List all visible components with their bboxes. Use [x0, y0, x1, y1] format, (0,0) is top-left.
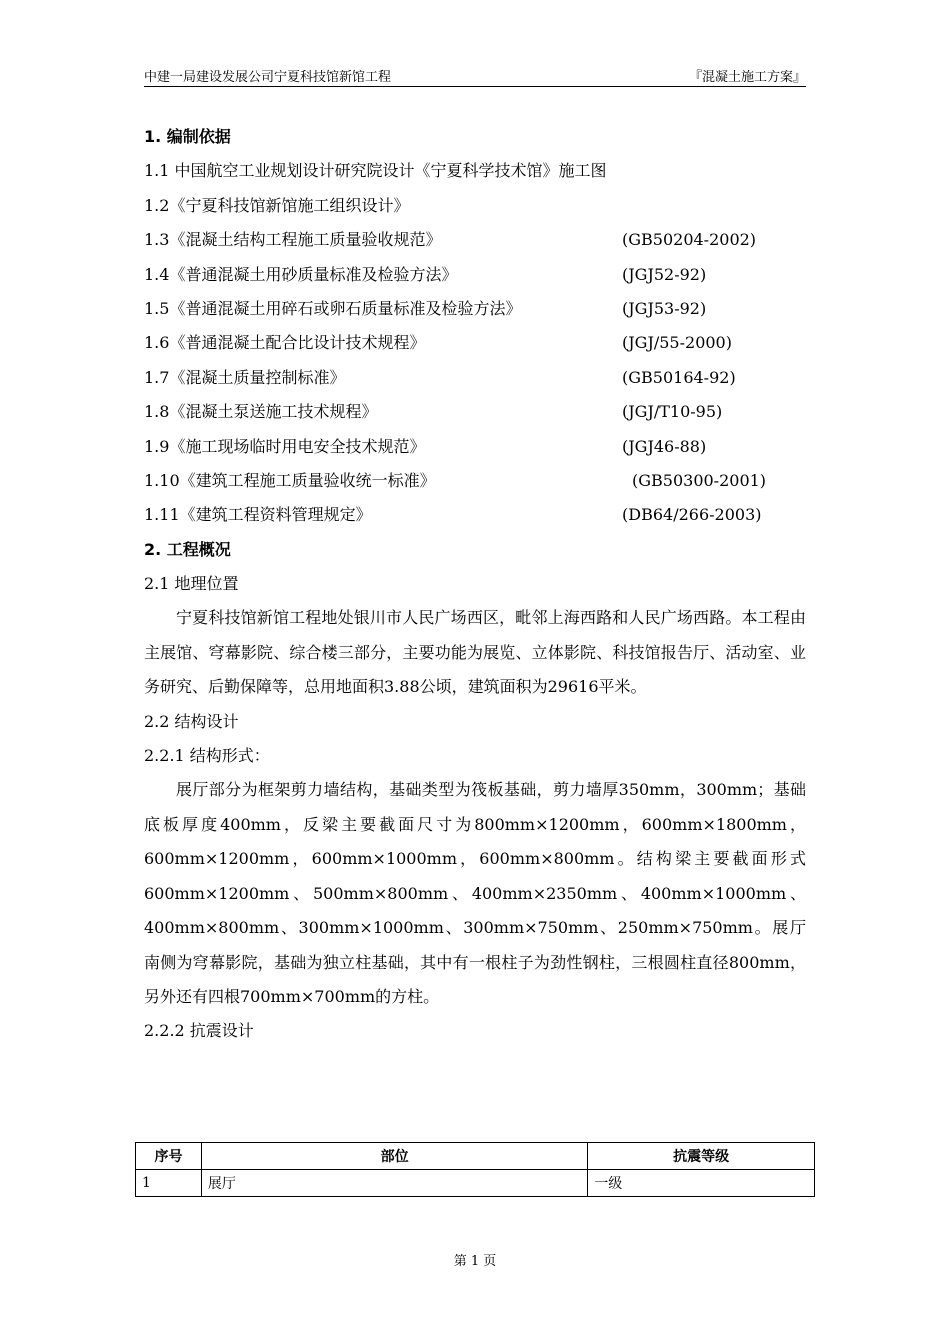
page-number: 第 1 页	[453, 1254, 497, 1269]
reference-title: 1.8《混凝土泵送施工技术规程》	[144, 402, 378, 422]
cell-grade: 一级	[588, 1170, 815, 1197]
reference-item	[144, 223, 806, 257]
reference-item	[144, 464, 806, 498]
reference-title: 1.11《建筑工程资料管理规定》	[144, 505, 372, 525]
col-header-no: 序号	[136, 1143, 202, 1170]
page-header	[144, 64, 806, 87]
section-2-2-1-title: 2.2.1 结构形式：	[144, 746, 270, 766]
reference-title: 1.4《普通混凝土用砂质量标准及检验方法》	[144, 264, 458, 284]
reference-item	[144, 430, 806, 464]
col-header-grade: 抗震等级	[588, 1143, 815, 1170]
section-2-2-2-title: 2.2.2 抗震设计	[144, 1021, 254, 1041]
section-2-title: 2. 工程概况	[144, 539, 231, 559]
section-1-title: 1. 编制依据	[144, 127, 231, 146]
reference-title: 1.9《施工现场临时用电安全技术规范》	[144, 436, 426, 456]
reference-code: (DB64/266-2003)	[622, 505, 762, 525]
reference-title: 1.10《建筑工程施工质量验收统一标准》	[144, 470, 436, 490]
table-header-row	[136, 1143, 815, 1170]
cell-part: 展厅	[201, 1170, 587, 1197]
reference-code: (GB50164-92)	[622, 367, 736, 387]
location-paragraph: 宁夏科技馆新馆工程地处银川市人民广场西区，毗邻上海西路和人民广场西路。本工程由主展馆、穹幕影院、综合楼三部分，主要功能为展览、立体影院、科技馆报告厅、活动室、业务研究、后勤保障等，总用地面积3.88公顷，建筑面积为29616平米。	[144, 608, 806, 697]
reference-code: (JGJ53-92)	[622, 298, 707, 318]
section-2-2-title: 2.2 结构设计	[144, 711, 239, 731]
structure-paragraph: 展厅部分为框架剪力墙结构，基础类型为筏板基础，剪力墙厚350mm，300mm；基础底板厚度400mm，反梁主要截面尺寸为800mm×1200mm，600mm×1800mm，600mm×1200mm，600mm×1000mm，600mm×800mm。结构梁主要截面形式600mm×1200mm、500mm×800mm、400mm×2350mm、400mm×1000mm、400mm×800mm、300mm×1000mm、300mm×750mm、250mm×750mm。展厅南侧为穹幕影院，基础为独立柱基础，其中有一根柱子为劲性钢柱，三根圆柱直径800mm，另外还有四根700mm×700mm的方柱。	[144, 780, 806, 1006]
table-row	[136, 1170, 815, 1197]
reference-title: 1.1 中国航空工业规划设计研究院设计《宁夏科学技术馆》施工图	[144, 161, 607, 181]
reference-code: (JGJ52-92)	[622, 264, 707, 284]
reference-title: 1.6《普通混凝土配合比设计技术规程》	[144, 333, 426, 353]
section-2-1-title: 2.1 地理位置	[144, 574, 239, 594]
reference-title: 1.7《混凝土质量控制标准》	[144, 367, 346, 387]
reference-item	[144, 395, 806, 429]
reference-code: (GB50204-2002)	[622, 230, 757, 250]
document-body	[144, 120, 806, 1049]
reference-item	[144, 154, 806, 188]
reference-item	[144, 189, 806, 223]
cell-no: 1	[136, 1170, 202, 1197]
col-header-part: 部位	[201, 1143, 587, 1170]
reference-list	[144, 154, 806, 532]
reference-title: 1.5《普通混凝土用碎石或卵石质量标准及检验方法》	[144, 298, 522, 318]
reference-item	[144, 498, 806, 532]
reference-title: 1.3《混凝土结构工程施工质量验收规范》	[144, 230, 442, 250]
reference-item	[144, 292, 806, 326]
reference-code: (JGJ46-88)	[622, 436, 707, 456]
reference-item	[144, 326, 806, 360]
reference-item	[144, 258, 806, 292]
reference-item	[144, 361, 806, 395]
reference-code: (JGJ/55-2000)	[622, 333, 732, 353]
header-project-name: 中建一局建设发展公司宁夏科技馆新馆工程	[144, 70, 392, 85]
header-doc-title: 『混凝土施工方案』	[688, 70, 806, 85]
seismic-table	[135, 1142, 815, 1197]
reference-code: (JGJ/T10-95)	[622, 402, 723, 422]
reference-title: 1.2《宁夏科技馆新馆施工组织设计》	[144, 195, 410, 215]
reference-code: (GB50300-2001)	[632, 470, 767, 490]
